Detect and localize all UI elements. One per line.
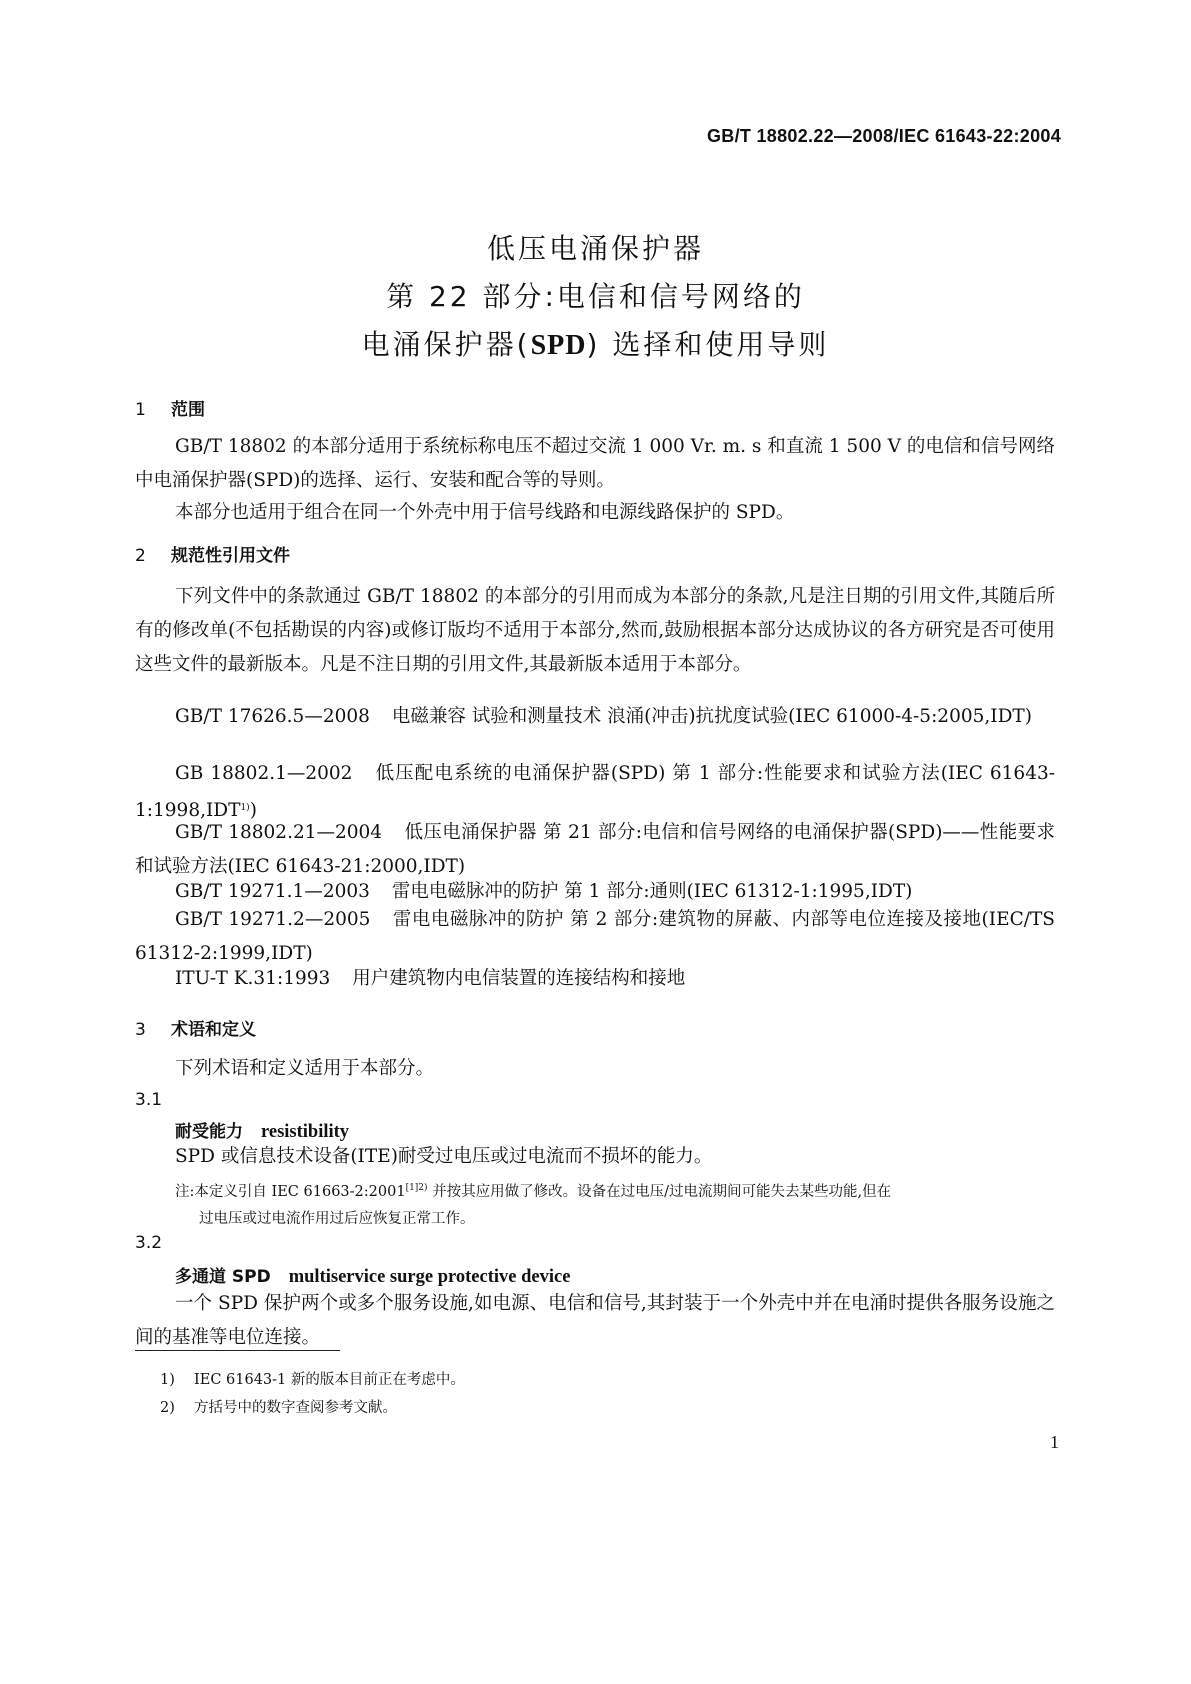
section-title: 范围 [171,400,205,420]
reference-code: GB/T 17626.5—2008 [175,706,370,727]
reference-item [135,903,1055,971]
section-2-heading [135,541,290,566]
term-number: 3.2 [135,1233,163,1253]
term-note [175,1173,1055,1207]
footnote [160,1368,465,1389]
note-citation: [1]2) [405,1183,428,1193]
page-number: 1 [1050,1432,1059,1452]
reference-title: 低压电涌保护器 第 21 部分:电信和信号网络的电涌保护器(SPD)——性能要求和试验方法(IEC 61643-21:2000,IDT) [135,822,1055,877]
title-line-3-c: ) 选择和使用导则 [586,328,830,361]
reference-title: 用户建筑物内电信装置的连接结构和接地 [352,968,686,989]
term-definition: 一个 SPD 保护两个或多个服务设施,如电源、电信和信号,其封装于一个外壳中并在电涌时提供各服务设施之间的基准等电位连接。 [135,1293,1055,1348]
term-en: resistibility [261,1122,350,1142]
section-2-intro: 下列文件中的条款通过 GB/T 18802 的本部分的引用而成为本部分的条款,凡是注日期的引用文件,其随后所有的修改单(不包括勘误的内容)或修订版均不适用于本部分,然而,鼓励根据本部分达成协议的各方研究是否可使用这些文件的最新版本。凡是不注日期的引用文件,其最新版本适用于本部分。 [135,586,1055,675]
title-line-1: 低压电涌保护器 [486,232,704,265]
title-line-2: 第 22 部分:电信和信号网络的 [386,280,805,313]
section-3-heading [135,1015,256,1040]
note-label: 注: [175,1184,195,1200]
section-title: 术语和定义 [171,1020,256,1040]
reference-code: ITU-T K.31:1993 [175,968,331,989]
section-3-intro: 下列术语和定义适用于本部分。 [175,1058,435,1079]
reference-code: GB/T 18802.21—2004 [175,822,383,843]
section-1-paragraph-1: GB/T 18802 的本部分适用于系统标称电压不超过交流 1 000 Vr. m. s 和直流 1 500 V 的电信和信号网络中电涌保护器(SPD)的选择、运行、安装和配合等的导则。 [135,436,1055,491]
reference-code: GB/T 19271.1—2003 [175,881,370,902]
section-1-heading [135,395,205,420]
term-number: 3.1 [135,1090,163,1110]
term-zh: 多通道 SPD [175,1267,271,1287]
footnote-ref: 1) [240,803,250,813]
note-text-a: 本定义引自 IEC 61663-2:2001 [194,1184,406,1200]
reference-title: 雷电电磁脉冲的防护 第 2 部分:建筑物的屏蔽、内部等电位连接及接地(IEC/TS 61312-2:1999,IDT) [135,909,1055,964]
section-1-paragraph-2: 本部分也适用于组合在同一个外壳中用于信号线路和电源线路保护的 SPD。 [175,502,795,523]
footnote-text: 方括号中的数字查阅参考文献。 [194,1400,397,1416]
reference-item [135,962,1055,996]
title-line-3 [0,321,1191,369]
document-title [0,225,1191,369]
footnote [160,1396,397,1417]
reference-title: 电磁兼容 试验和测量技术 浪涌(冲击)抗扰度试验(IEC 61000-4-5:2005,IDT) [391,706,1032,727]
reference-code: GB/T 19271.2—2005 [175,909,371,930]
footnote-mark: 2) [160,1400,175,1416]
term-note-continued: 过电压或过电流作用过后应恢复正常工作。 [199,1211,475,1227]
term-definition: SPD 或信息技术设备(ITE)耐受过电压或过电流而不损坏的能力。 [175,1146,713,1167]
reference-tail: ) [249,800,257,821]
reference-title: 低压配电系统的电涌保护器(SPD) 第 1 部分:性能要求和试验方法(IEC 61643-1:1998,IDT [135,763,1055,821]
term-heading [175,1262,570,1288]
reference-title: 雷电电磁脉冲的防护 第 1 部分:通则(IEC 61312-1:1995,IDT) [391,881,913,902]
section-number: 2 [135,546,146,566]
section-number: 3 [135,1020,146,1040]
term-zh: 耐受能力 [175,1122,243,1142]
title-line-3-a: 电涌保护器( [361,328,531,361]
title-line-3-spd: SPD [530,330,587,361]
reference-item [135,700,1055,734]
footnote-divider [135,1350,340,1351]
reference-code: GB 18802.1—2002 [175,763,353,784]
standard-code: GB/T 18802.22—2008/IEC 61643-22:2004 [706,126,1061,146]
note-text-b: 并按其应用做了修改。设备在过电压/过电流期间可能失去某些功能,但在 [427,1184,892,1200]
footnote-text: IEC 61643-1 新的版本目前正在考虑中。 [194,1372,465,1388]
reference-item [135,816,1055,884]
section-title: 规范性引用文件 [171,546,290,566]
term-en: multiservice surge protective device [288,1267,571,1287]
footnote-mark: 1) [160,1372,175,1388]
section-number: 1 [135,400,146,420]
